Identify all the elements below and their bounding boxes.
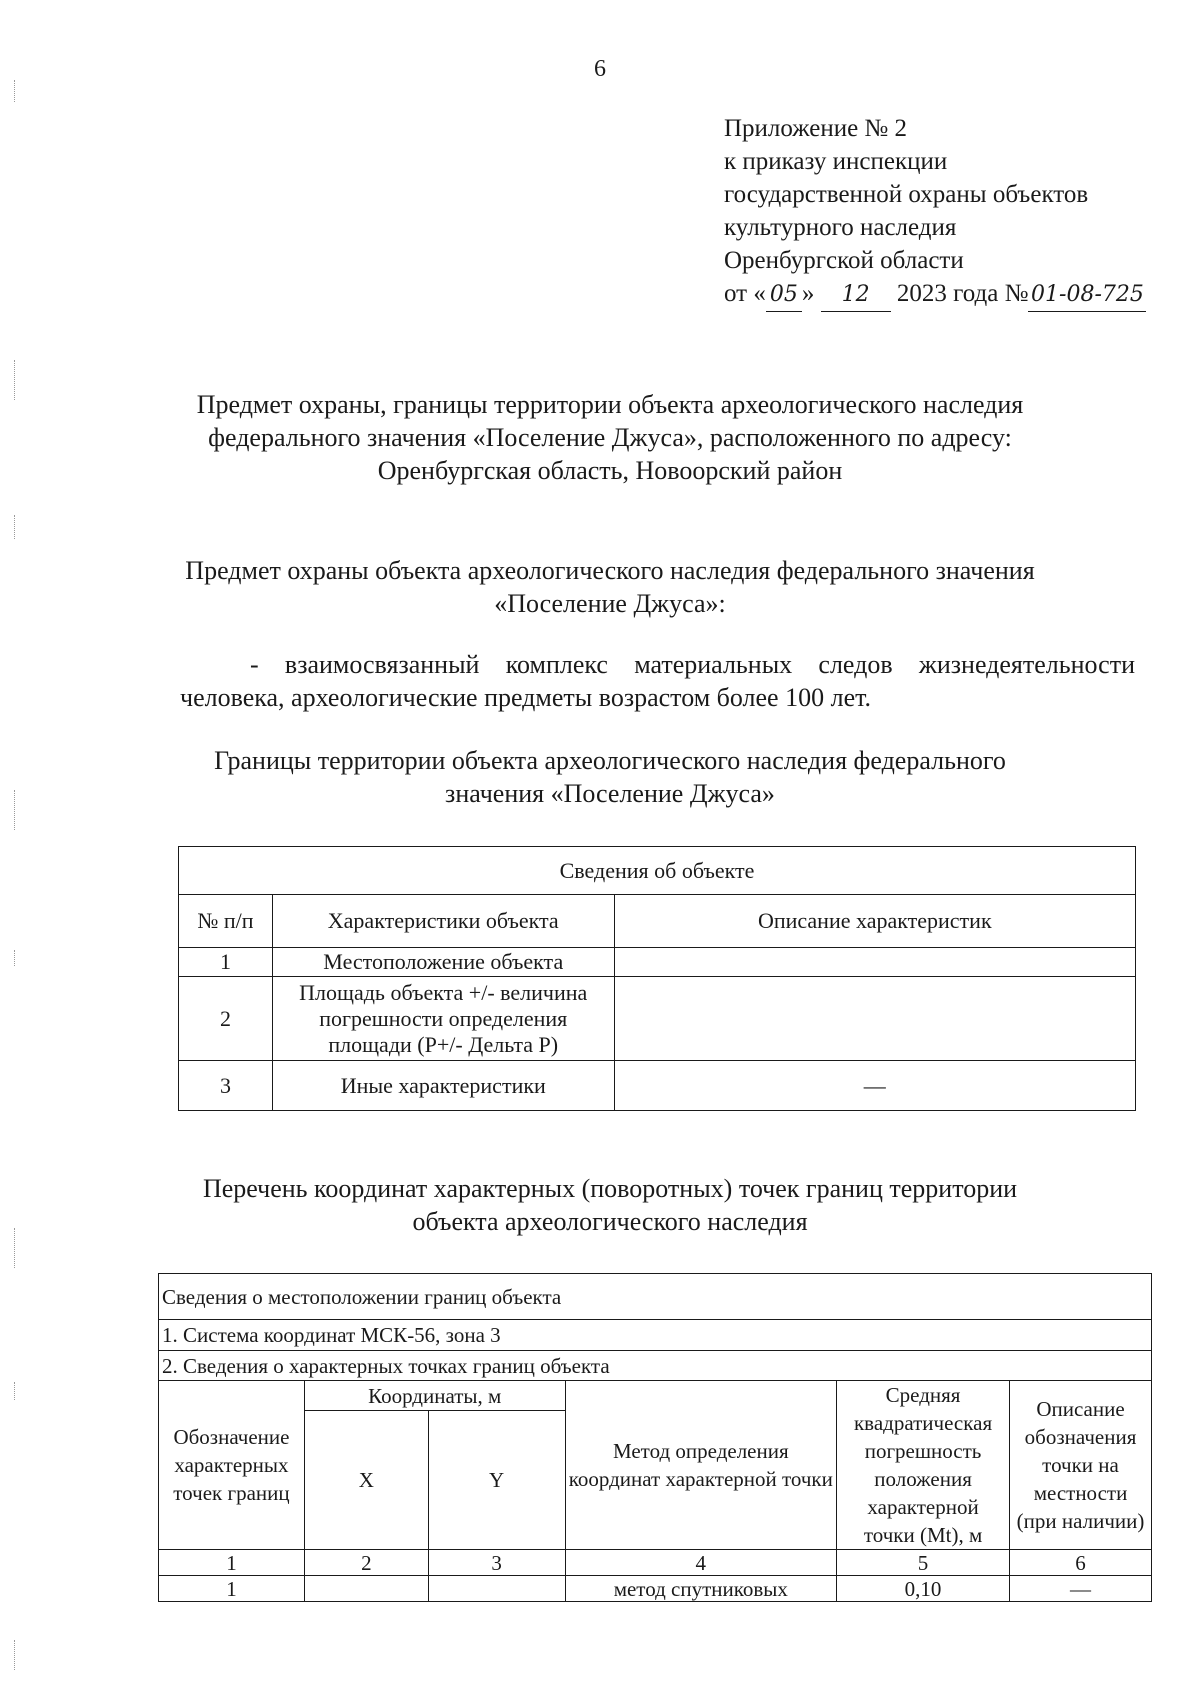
subject-text-line: - взаимосвязанный комплекс материальных следов жизнедеятельности (250, 650, 1135, 679)
row-number: 3 (179, 1061, 273, 1111)
point-y (428, 1576, 565, 1602)
row-number: 1 (179, 948, 273, 977)
point-method: метод спутниковых (565, 1576, 837, 1602)
scan-artifact (14, 1228, 21, 1268)
coordinate-system: 1. Система координат МСК-56, зона 3 (159, 1320, 1152, 1351)
date-month-handwritten: 12 (821, 278, 891, 312)
title-line: Предмет охраны, границы территории объекта археологического наследия (196, 390, 1024, 419)
row-number: 2 (179, 977, 273, 1061)
boundaries-heading (150, 744, 1070, 810)
date-day-handwritten: 05 (766, 278, 802, 312)
title-line: федерального значения «Поселение Джуса», расположенного по адресу: (208, 423, 1012, 452)
subject-heading-line: «Поселение Джуса»: (494, 589, 726, 618)
date-mid: » (801, 280, 815, 307)
scan-artifact (14, 80, 21, 102)
boundaries-heading-line: значения «Поселение Джуса» (445, 779, 775, 808)
appendix-line: Оренбургской области (724, 247, 964, 274)
column-number: 4 (565, 1550, 837, 1576)
appendix-date-line (724, 277, 1146, 310)
points-info-title: 2. Сведения о характерных точках границ объекта (159, 1351, 1152, 1381)
table-row (159, 1576, 1152, 1602)
appendix-line: государственной охраны объектов (724, 181, 1089, 208)
object-info-table (178, 846, 1136, 1111)
col-description: Описание обозначения точки на местности (при наличии) (1010, 1381, 1152, 1550)
row-description (614, 948, 1135, 977)
table-row (179, 977, 1136, 1061)
object-table-header: Характеристики объекта (272, 895, 614, 948)
row-characteristic: Площадь объекта +/- величина погрешности определения площади (Р+/- Дельта Р) (272, 977, 614, 1061)
appendix-line: к приказу инспекции (724, 148, 948, 175)
subject-text-line: человека, археологические предметы возрастом более 100 лет. (180, 683, 872, 712)
row-description: — (614, 1061, 1135, 1111)
scan-artifact (14, 950, 21, 966)
coords-heading-line: объекта археологического наследия (412, 1207, 808, 1236)
title-line: Оренбургская область, Новоорский район (377, 456, 843, 485)
col-method: Метод определения координат характерной точки (565, 1381, 837, 1550)
subject-heading-line: Предмет охраны объекта археологического наследия федерального значения (185, 556, 1035, 585)
col-x: X (304, 1411, 428, 1550)
point-description: — (1010, 1576, 1152, 1602)
row-characteristic: Иные характеристики (272, 1061, 614, 1111)
appendix-block (724, 112, 1146, 310)
page-number: 6 (594, 56, 606, 82)
location-info-title: Сведения о местоположении границ объекта (159, 1274, 1152, 1320)
subject-heading (150, 554, 1070, 620)
object-table-header: Описание характеристик (614, 895, 1135, 948)
point-x (304, 1576, 428, 1602)
order-number-handwritten: 01-08-725 (1028, 278, 1146, 312)
scan-artifact (14, 790, 21, 830)
column-number: 5 (837, 1550, 1010, 1576)
appendix-line: культурного наследия (724, 214, 957, 241)
point-error: 0,10 (837, 1576, 1010, 1602)
column-number: 6 (1010, 1550, 1152, 1576)
object-table-title: Сведения об объекте (179, 847, 1136, 895)
boundaries-heading-line: Границы территории объекта археологического наследия федерального (214, 746, 1006, 775)
scan-artifact (14, 1640, 21, 1670)
col-point-designation: Обозначение характерных точек границ (159, 1381, 305, 1550)
scan-artifact (14, 515, 21, 539)
column-number: 2 (304, 1550, 428, 1576)
object-table-header: № п/п (179, 895, 273, 948)
point-id: 1 (159, 1576, 305, 1602)
appendix-line: Приложение № 2 (724, 115, 908, 142)
table-row (179, 948, 1136, 977)
row-description (614, 977, 1135, 1061)
table-row (179, 1061, 1136, 1111)
col-error: Средняя квадратическая погрешность положения характерной точки (Mt), м (837, 1381, 1010, 1550)
col-y: Y (428, 1411, 565, 1550)
column-number: 3 (428, 1550, 565, 1576)
coords-heading (150, 1172, 1070, 1238)
date-prefix: от « (724, 280, 766, 307)
subject-text (180, 648, 1135, 714)
column-number-row (159, 1550, 1152, 1576)
row-characteristic: Местоположение объекта (272, 948, 614, 977)
coordinates-table (158, 1273, 1152, 1602)
scan-artifact (14, 1382, 21, 1400)
date-year-text: 2023 года № (896, 280, 1029, 307)
col-coordinates: Координаты, м (304, 1381, 565, 1411)
document-title (150, 388, 1070, 487)
column-number: 1 (159, 1550, 305, 1576)
coords-heading-line: Перечень координат характерных (поворотных) точек границ территории (202, 1174, 1018, 1203)
scan-artifact (14, 360, 21, 400)
